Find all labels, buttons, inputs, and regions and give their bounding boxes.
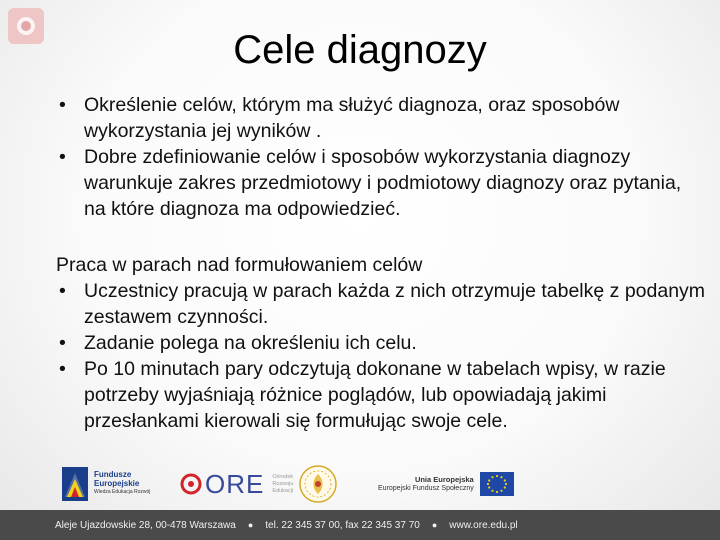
- footer-website[interactable]: www.ore.edu.pl: [449, 519, 518, 531]
- list-item: • Dobre zdefiniowanie celów i sposobów wykorzystania diagnozy warunkuje zakres przedmiotowy i podmiotowy diagnozy oraz pytania, na które diagnoza ma odpowiedzieć.: [56, 144, 706, 222]
- list-item: • Po 10 minutach pary odczytują dokonane w tabelach wpisy, w razie potrzeby wyjaśniają różnice poglądów, lub opowiadają jakimi przesłankami kierowali się formułując swoje cele.: [56, 356, 706, 434]
- top-bullet-list: [56, 92, 706, 222]
- ore-ring-icon: [180, 473, 202, 495]
- partner-logos: [0, 458, 720, 508]
- ue-title: Unia Europejska: [414, 475, 474, 484]
- footer-bar: [0, 510, 720, 540]
- fe-line1: Fundusze: [94, 470, 132, 480]
- fundusze-europejskie-logo: [62, 464, 150, 504]
- ore-sub1: Ośrodek: [272, 473, 294, 480]
- ore-sub2: Rozwoju: [272, 480, 294, 487]
- ue-sub: Europejski Fundusz Społeczny: [378, 485, 474, 492]
- slide-content: [56, 92, 706, 434]
- list-item: • Zadanie polega na określeniu ich celu.: [56, 330, 706, 356]
- ore-wordmark: ORE: [205, 468, 265, 499]
- footer-phone: tel. 22 345 37 00, fax 22 345 37 70: [265, 519, 420, 531]
- section-heading: Praca w parach nad formułowaniem celów: [56, 254, 423, 276]
- round-seal-logo: [298, 464, 338, 504]
- ore-sub3: Edukacji: [272, 487, 294, 494]
- unia-europejska-logo: [378, 464, 514, 504]
- eu-flag-icon: [480, 472, 514, 496]
- slide-title: Cele diagnozy: [233, 28, 487, 72]
- fe-line2: Europejskie: [94, 478, 140, 488]
- separator-dot-icon: ●: [431, 520, 438, 530]
- ore-logo: [180, 464, 293, 504]
- separator-dot-icon: ●: [247, 520, 254, 530]
- seal-icon: [298, 464, 338, 504]
- bottom-bullet-list: [56, 278, 706, 434]
- list-item: • Określenie celów, którym ma służyć diagnoza, oraz sposobów wykorzystania jej wyników .: [56, 92, 706, 144]
- fe-line3: Wiedza Edukacja Rozwój: [94, 489, 151, 496]
- fe-emblem-icon: [62, 467, 88, 501]
- list-item: • Uczestnicy pracują w parach każda z nich otrzymuje tabelkę z podanym zestawem czynności.: [56, 278, 706, 330]
- footer-address: Aleje Ujazdowskie 28, 00-478 Warszawa: [55, 519, 236, 531]
